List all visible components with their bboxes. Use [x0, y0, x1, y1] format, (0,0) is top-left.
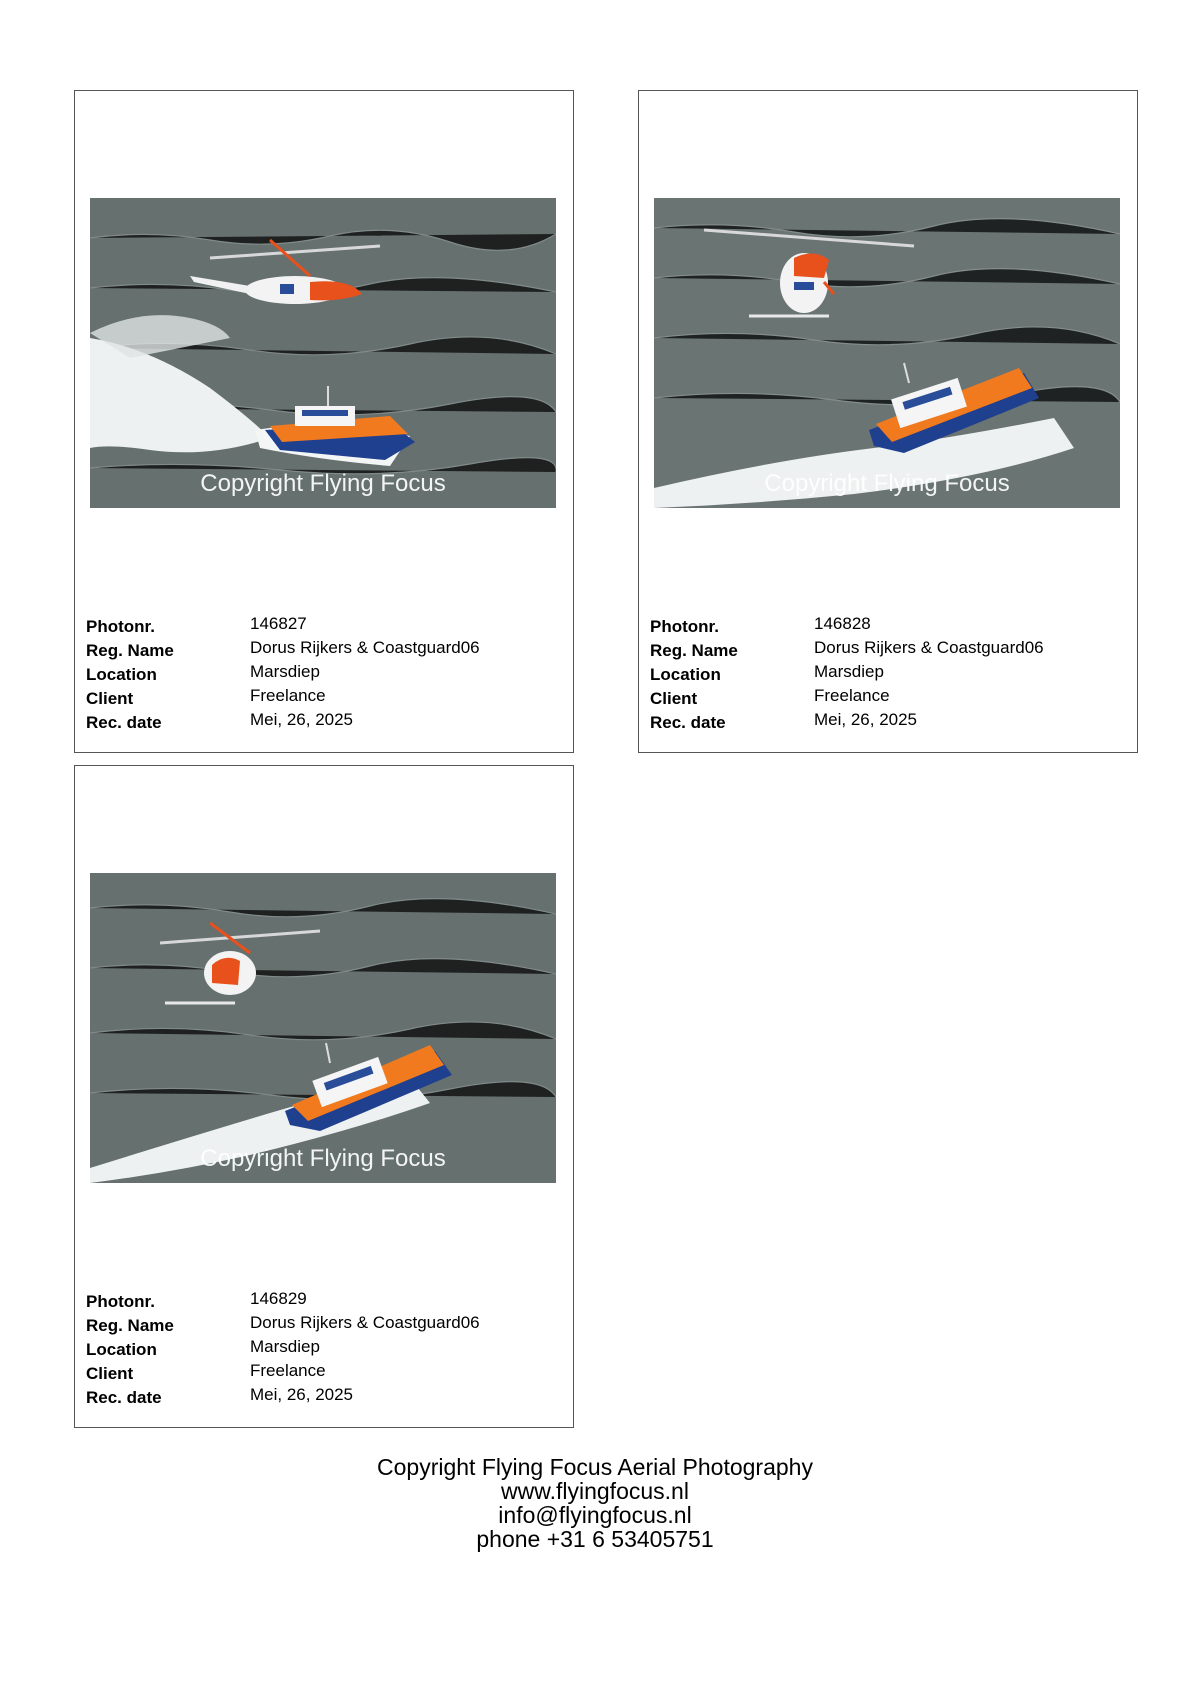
meta-value: Dorus Rijkers & Coastguard06: [250, 638, 480, 657]
meta-label: Location: [650, 665, 721, 684]
meta-label: Reg. Name: [86, 1316, 174, 1335]
meta-row-rec-date: [650, 710, 1120, 734]
photo-metadata: [86, 614, 556, 734]
meta-row-photonr: [86, 1289, 556, 1313]
meta-label: Location: [86, 665, 157, 684]
footer-copyright: Copyright Flying Focus Aerial Photography: [377, 1454, 813, 1480]
meta-value: 146829: [250, 1289, 307, 1308]
meta-label: Rec. date: [86, 713, 162, 732]
meta-label: Client: [86, 689, 134, 708]
meta-row-location: [650, 662, 1120, 686]
meta-value: Freelance: [250, 686, 326, 705]
meta-row-client: [86, 1361, 556, 1385]
aerial-photo[interactable]: [90, 198, 556, 508]
meta-value: Mei, 26, 2025: [250, 1385, 354, 1404]
meta-value: Mei, 26, 2025: [814, 710, 918, 729]
photo-watermark: Copyright Flying Focus: [200, 1145, 446, 1172]
meta-label: Client: [650, 689, 698, 708]
photo-metadata: [650, 614, 1120, 734]
meta-label: Rec. date: [86, 1388, 162, 1407]
meta-label: Rec. date: [650, 713, 726, 732]
aerial-photo[interactable]: [90, 873, 556, 1183]
page-footer: [0, 1455, 1190, 1551]
meta-label: Location: [86, 1340, 157, 1359]
meta-label: Photonr.: [86, 617, 155, 636]
meta-row-rec-date: [86, 1385, 556, 1409]
meta-label: Client: [86, 1364, 134, 1383]
footer-email[interactable]: info@flyingfocus.nl: [498, 1502, 692, 1528]
meta-value: Freelance: [250, 1361, 326, 1380]
meta-value: Dorus Rijkers & Coastguard06: [250, 1313, 480, 1332]
meta-value: Marsdiep: [814, 662, 884, 681]
meta-value: Dorus Rijkers & Coastguard06: [814, 638, 1044, 657]
meta-row-client: [86, 686, 556, 710]
photo-card-3: [74, 765, 574, 1428]
photo-image: [654, 198, 1120, 508]
aerial-photo[interactable]: [654, 198, 1120, 508]
meta-row-photonr: [650, 614, 1120, 638]
meta-value: Marsdiep: [250, 662, 320, 681]
footer-phone: phone +31 6 53405751: [476, 1526, 714, 1552]
meta-row-location: [86, 1337, 556, 1361]
meta-value: 146828: [814, 614, 871, 633]
meta-row-client: [650, 686, 1120, 710]
photo-watermark: Copyright Flying Focus: [764, 470, 1010, 497]
meta-value: Marsdiep: [250, 1337, 320, 1356]
meta-label: Reg. Name: [650, 641, 738, 660]
photo-watermark: Copyright Flying Focus: [200, 470, 446, 497]
photo-metadata: [86, 1289, 556, 1409]
meta-row-photonr: [86, 614, 556, 638]
photo-card-2: [638, 90, 1138, 753]
meta-value: Freelance: [814, 686, 890, 705]
meta-row-location: [86, 662, 556, 686]
meta-label: Reg. Name: [86, 641, 174, 660]
footer-website[interactable]: www.flyingfocus.nl: [501, 1478, 689, 1504]
meta-row-reg-name: [86, 638, 556, 662]
photo-image: [90, 873, 556, 1183]
meta-value: Mei, 26, 2025: [250, 710, 354, 729]
meta-row-rec-date: [86, 710, 556, 734]
photo-image: [90, 198, 556, 508]
meta-row-reg-name: [86, 1313, 556, 1337]
meta-label: Photonr.: [86, 1292, 155, 1311]
meta-value: 146827: [250, 614, 307, 633]
meta-label: Photonr.: [650, 617, 719, 636]
meta-row-reg-name: [650, 638, 1120, 662]
photo-card-1: [74, 90, 574, 753]
